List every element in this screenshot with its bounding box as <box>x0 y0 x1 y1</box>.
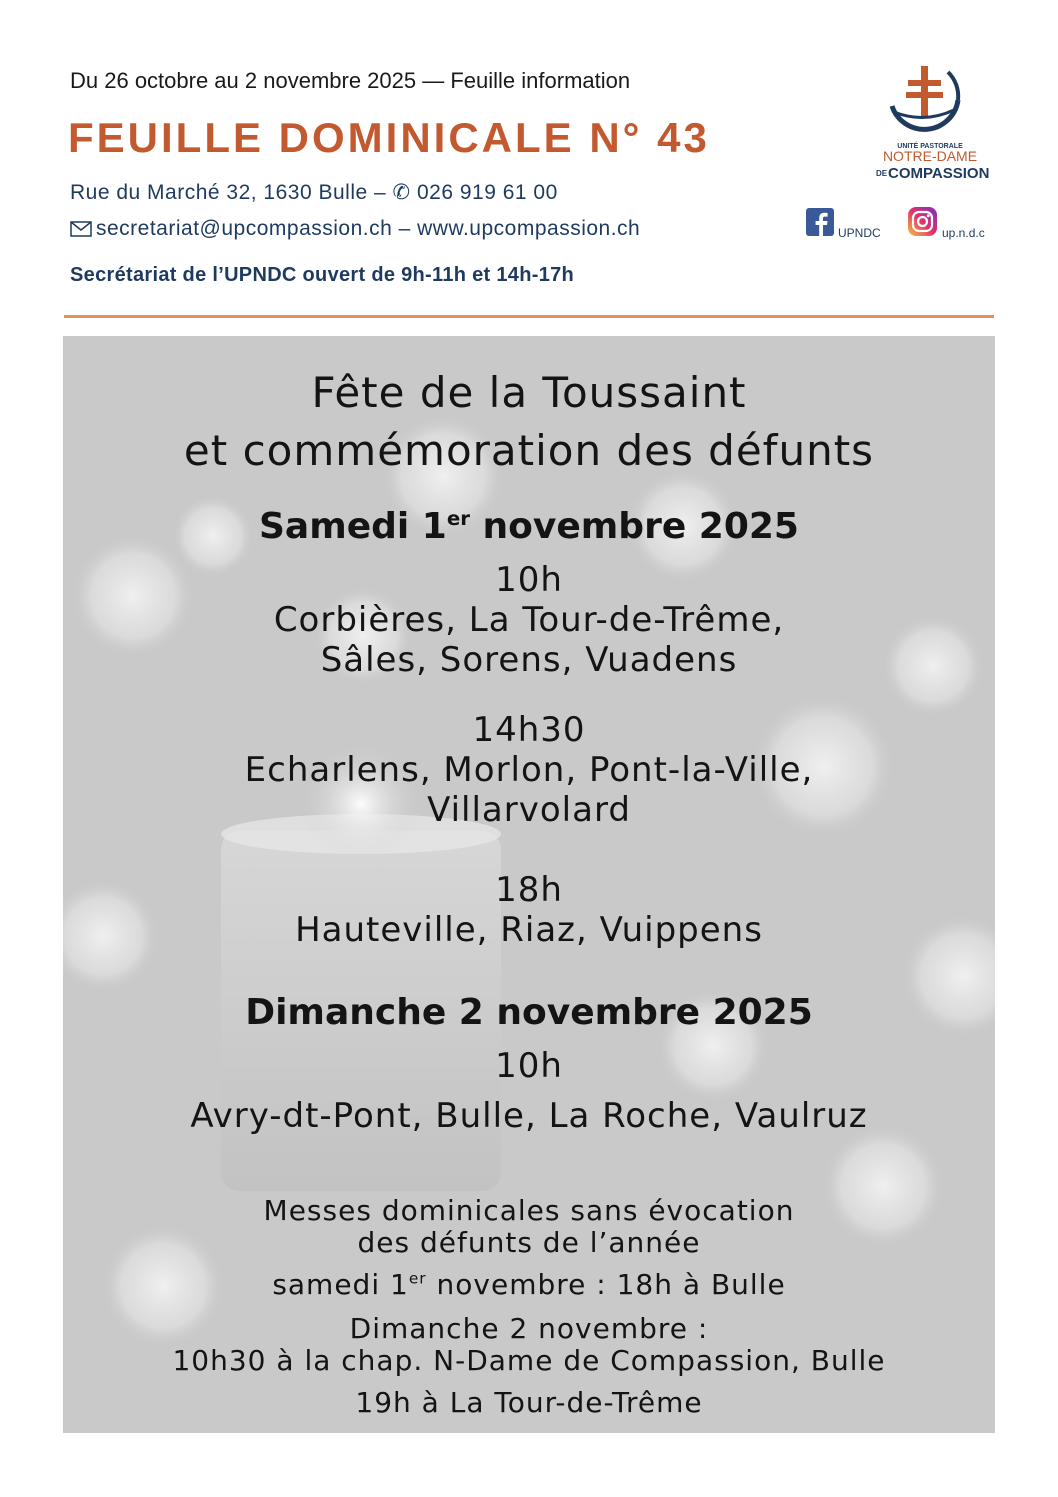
facebook-label[interactable]: UPNDC <box>838 226 881 240</box>
event-title-line-1: Fête de la Toussaint <box>311 368 747 417</box>
date-range: Du 26 octobre au 2 novembre 2025 — Feuille information <box>70 68 631 93</box>
cross-logo-icon <box>862 62 998 184</box>
logo-line-3: COMPASSION <box>888 165 990 182</box>
mass-places: Corbières, La Tour-de-Trême, <box>273 600 785 640</box>
mass-time: 10h <box>495 560 563 600</box>
facebook-icon[interactable] <box>806 208 834 236</box>
header-divider <box>64 315 994 318</box>
mass-places: Sâles, Sorens, Vuadens <box>320 640 738 680</box>
event-panel <box>63 336 995 1433</box>
instagram-label[interactable]: up.n.d.c <box>942 226 985 240</box>
saturday-heading: Samedi 1er novembre 2025 <box>259 506 799 547</box>
note-sunday-line: 10h30 à la chap. N-Dame de Compassion, Bulle <box>172 1344 886 1377</box>
logo-line-3-prefix: DE <box>876 169 888 178</box>
note-saturday: samedi 1er novembre : 18h à Bulle <box>272 1268 786 1301</box>
parish-logo <box>862 62 998 184</box>
logo-line-2: NOTRE-DAME <box>882 148 978 164</box>
sunday-heading: Dimanche 2 novembre 2025 <box>245 992 813 1033</box>
envelope-icon <box>70 219 92 243</box>
note-sunday-heading: Dimanche 2 novembre : <box>349 1312 709 1345</box>
office-hours: Secrétariat de l’UPNDC ouvert de 9h-11h et 14h-17h <box>70 264 575 286</box>
page-title: FEUILLE DOMINICALE N° 43 <box>68 114 710 161</box>
note-sunday-line: 19h à La Tour-de-Trême <box>355 1386 703 1419</box>
mass-places: Echarlens, Morlon, Pont-la-Ville, <box>244 750 814 790</box>
mass-places: Avry-dt-Pont, Bulle, La Roche, Vaulruz <box>190 1096 868 1136</box>
event-title-line-2: et commémoration des défunts <box>183 426 875 475</box>
note-line: des défunts de l’année <box>357 1226 701 1259</box>
logo-line-1: UNITÉ PASTORALE <box>897 143 963 150</box>
mass-time: 18h <box>495 870 563 910</box>
instagram-icon[interactable] <box>908 207 937 236</box>
note-line: Messes dominicales sans évocation <box>263 1194 795 1227</box>
mass-places: Hauteville, Riaz, Vuippens <box>295 910 763 950</box>
address-line: Rue du Marché 32, 1630 Bulle – ✆ 026 919 61 00 <box>70 181 558 204</box>
contact-line <box>70 217 640 243</box>
mass-time: 14h30 <box>472 710 586 750</box>
mass-places: Villarvolard <box>427 790 631 830</box>
contact-email-website[interactable]: secretariat@upcompassion.ch – www.upcompassion.ch <box>96 217 641 240</box>
mass-time: 10h <box>495 1046 563 1086</box>
